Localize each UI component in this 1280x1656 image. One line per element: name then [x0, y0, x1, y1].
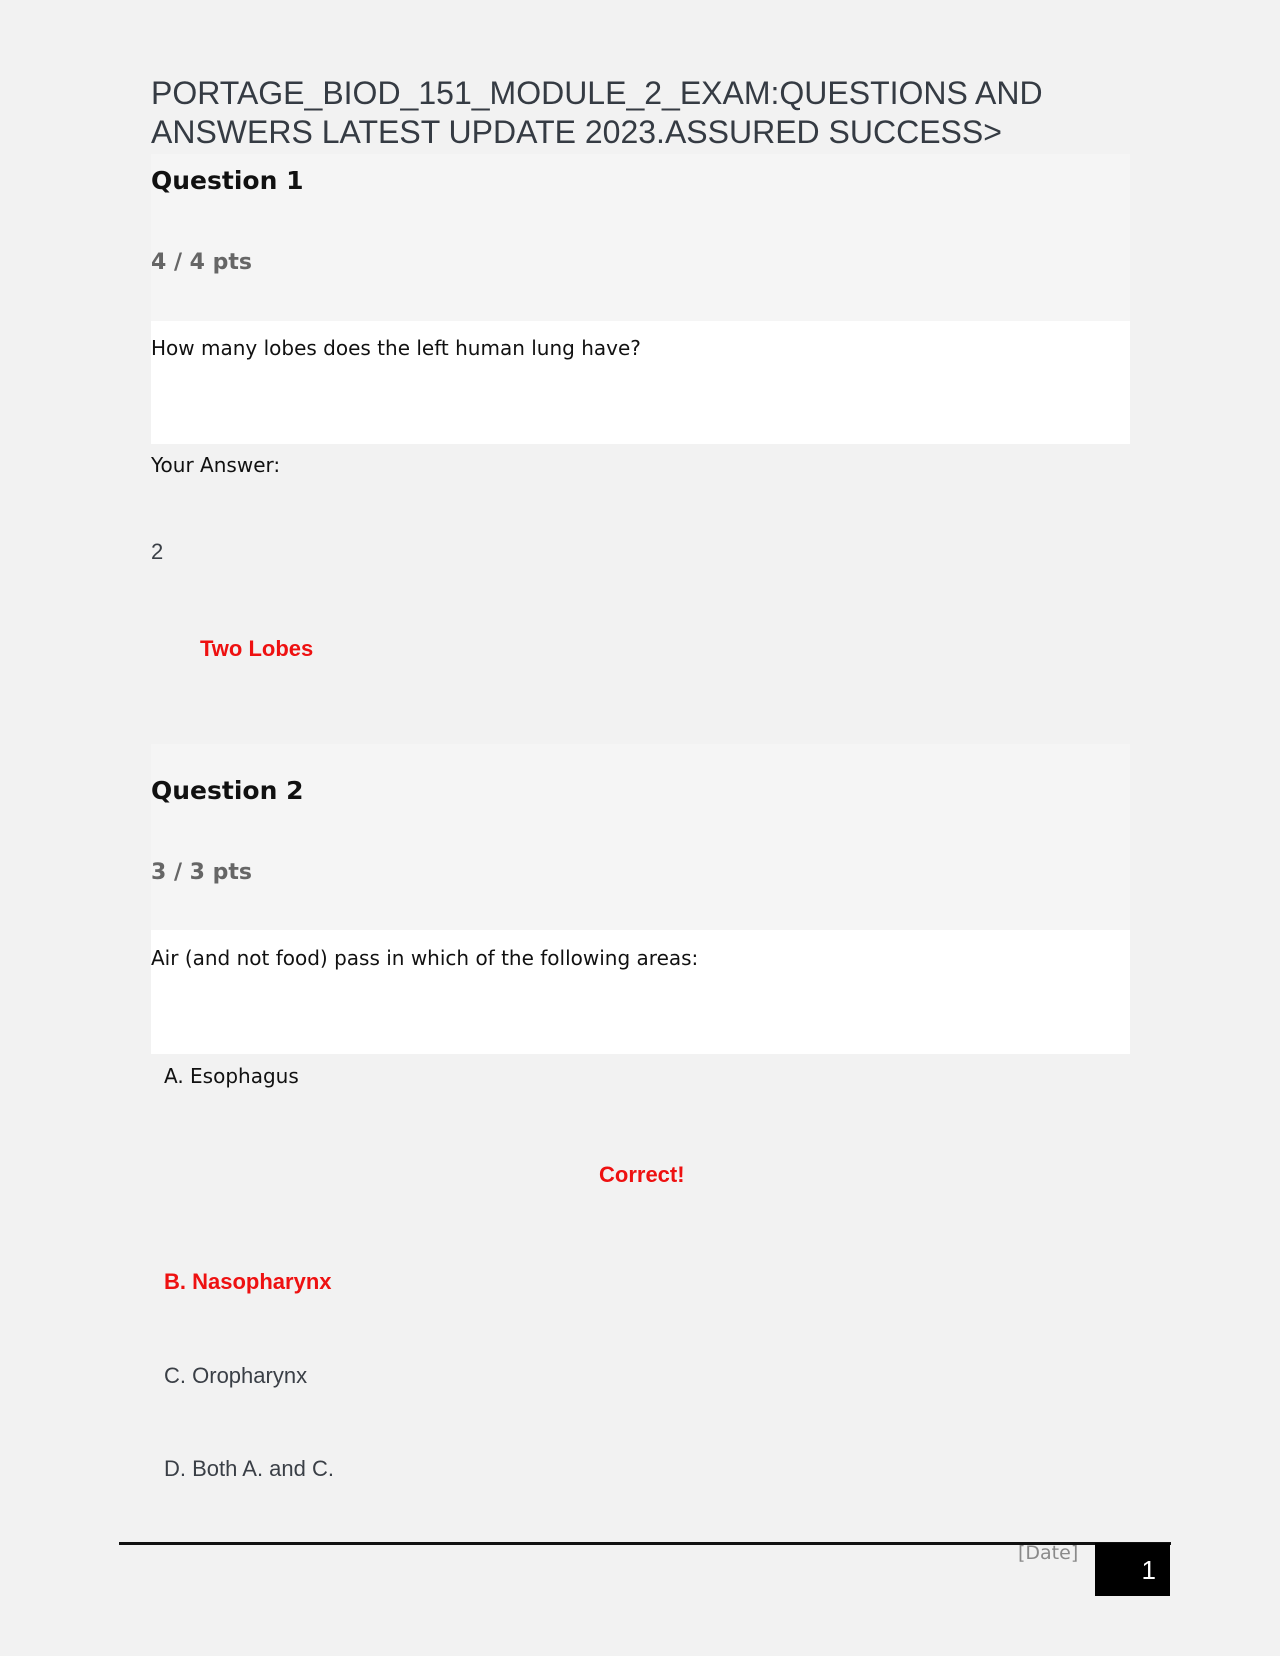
question-1-text: How many lobes does the left human lung have?: [151, 336, 641, 360]
footer-divider: [119, 1542, 1171, 1545]
choice-text: Esophagus: [190, 1064, 299, 1088]
choice-letter: A.: [164, 1064, 184, 1088]
question-2-header-band: [151, 744, 1130, 930]
question-2-correct-label: Correct!: [599, 1162, 685, 1187]
choice-letter: B.: [164, 1269, 186, 1294]
page-number: 1: [1141, 1555, 1156, 1585]
question-2-choice-a[interactable]: [164, 1064, 299, 1088]
question-1-answer-value: 2: [151, 539, 164, 564]
question-1-correct-note: Two Lobes: [200, 636, 314, 661]
question-1-points: 4 / 4 pts: [151, 250, 252, 275]
question-2-points: 3 / 3 pts: [151, 860, 252, 885]
choice-text: Nasopharynx: [192, 1269, 332, 1294]
choice-text: Both A. and C.: [192, 1456, 334, 1481]
question-2-choice-d[interactable]: [164, 1456, 334, 1482]
page-number-box: [1095, 1543, 1170, 1596]
choice-text: Oropharynx: [192, 1363, 308, 1388]
question-2-choice-b[interactable]: [164, 1269, 332, 1295]
question-2-text: Air (and not food) pass in which of the following areas:: [151, 946, 699, 970]
choice-letter: C.: [164, 1363, 186, 1388]
question-2-choice-c[interactable]: [164, 1363, 307, 1389]
question-1-answer-label: Your Answer:: [151, 453, 281, 477]
question-1-heading: Question 1: [151, 166, 304, 195]
footer-date: [Date]: [1018, 1542, 1079, 1564]
choice-letter: D.: [164, 1456, 186, 1481]
document-title: PORTAGE_BIOD_151_MODULE_2_EXAM:QUESTIONS AND ANSWERS LATEST UPDATE 2023.ASSURED SUCCESS>: [151, 75, 1043, 150]
question-2-heading: Question 2: [151, 776, 304, 805]
